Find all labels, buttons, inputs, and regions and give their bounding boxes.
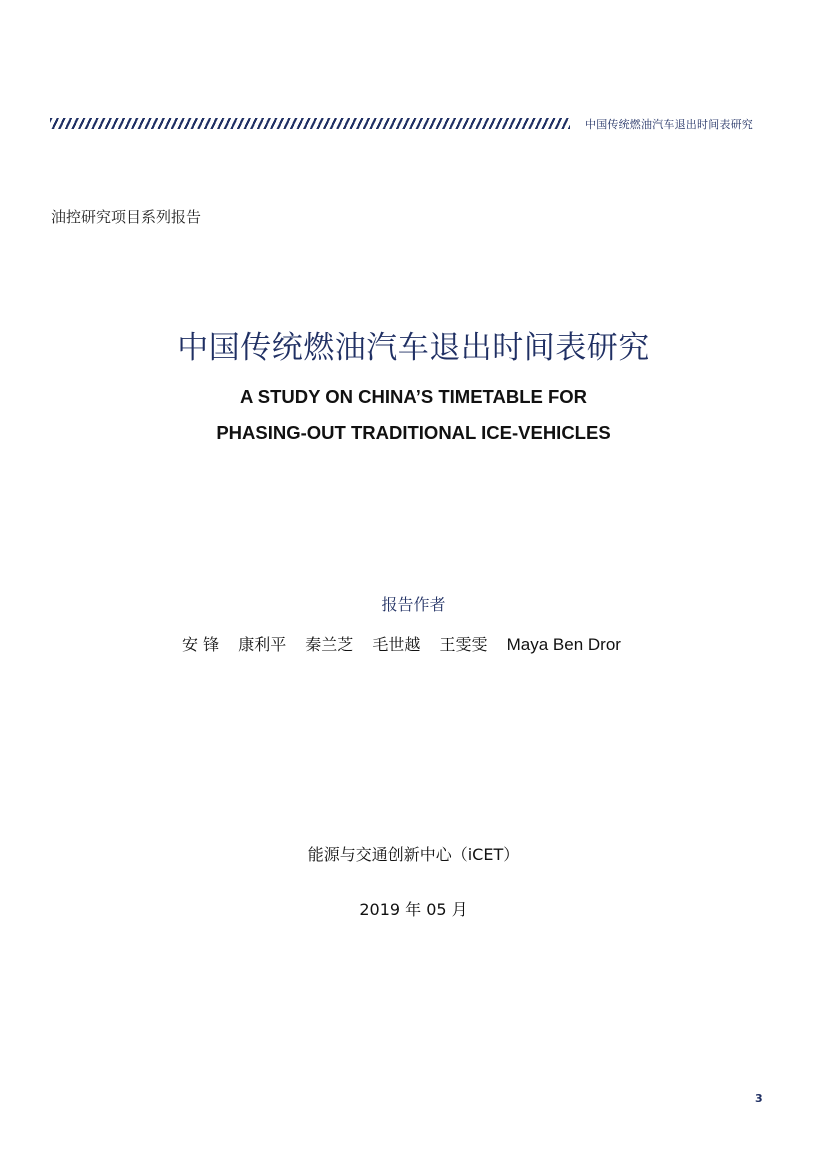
author-list <box>182 632 621 655</box>
author-name: 安 锋 <box>182 635 220 654</box>
running-header-title: 中国传统燃油汽车退出时间表研究 <box>585 118 753 131</box>
author-name: 王雯雯 <box>439 635 488 654</box>
author-name: 秦兰芝 <box>305 635 354 654</box>
title-english-line1: A STUDY ON CHINA’S TIMETABLE FOR <box>239 386 588 407</box>
publication-date: 2019 年 05 月 <box>359 900 468 919</box>
report-series-label: 油控研究项目系列报告 <box>51 208 202 226</box>
author-name: 康利平 <box>238 635 287 654</box>
author-name: 毛世越 <box>372 635 421 654</box>
author-name: Maya Ben Dror <box>506 635 621 654</box>
page-number: 3 <box>755 1092 763 1105</box>
organization-name: 能源与交通创新中心（iCET） <box>307 845 520 864</box>
header-stripe-decoration <box>50 118 570 129</box>
title-chinese: 中国传统燃油汽车退出时间表研究 <box>177 330 650 366</box>
authors-heading: 报告作者 <box>381 595 446 614</box>
title-english-line2: PHASING-OUT TRADITIONAL ICE-VEHICLES <box>216 422 611 443</box>
